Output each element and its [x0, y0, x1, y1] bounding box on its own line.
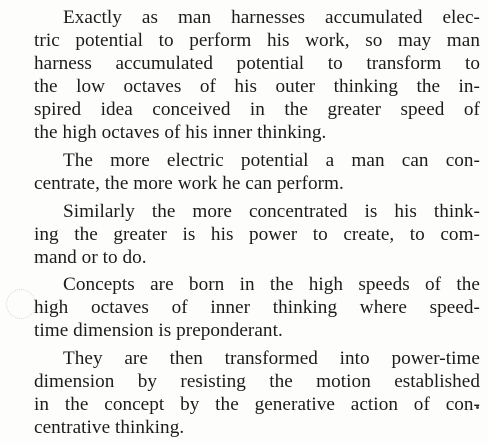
text-line: dimension by resisting the motion established — [34, 370, 480, 392]
body-text — [34, 6, 480, 444]
text-line: They are then transformed into power-time — [63, 347, 480, 369]
text-line: spired idea conceived in the greater speed of — [34, 99, 480, 121]
paragraph-4 — [34, 273, 480, 342]
text-line: mand or to do. — [34, 246, 147, 268]
text-line: high octaves of inner thinking where speed- — [34, 297, 480, 319]
text-line: Similarly the more concentrated is his think- — [63, 200, 480, 222]
text-line: in the concept by the generative action of con- — [34, 394, 480, 416]
text-line: the high octaves of his inner thinking. — [34, 122, 327, 144]
text-line: time dimension is preponderant. — [34, 320, 283, 342]
text-line: centrate, the more work he can perform. — [34, 173, 344, 195]
text-line: the low octaves of his outer thinking the in- — [34, 76, 480, 98]
text-line: centrative thinking. — [34, 417, 185, 439]
paragraph-3 — [34, 200, 480, 269]
paragraph-1 — [34, 6, 480, 145]
paragraph-2 — [34, 149, 480, 195]
text-line: ing the greater is his power to create, to com- — [34, 223, 480, 245]
text-line: Exactly as man harnesses accumulated elec- — [63, 7, 480, 28]
page-blemish — [6, 289, 36, 319]
paragraph-5 — [34, 347, 480, 439]
text-line: tric potential to perform his work, so may man — [34, 30, 480, 52]
text-line: The more electric potential a man can con- — [63, 149, 480, 171]
text-line: harness accumulated potential to transform to — [34, 53, 480, 75]
text-line: Concepts are born in the high speeds of the — [63, 274, 480, 296]
